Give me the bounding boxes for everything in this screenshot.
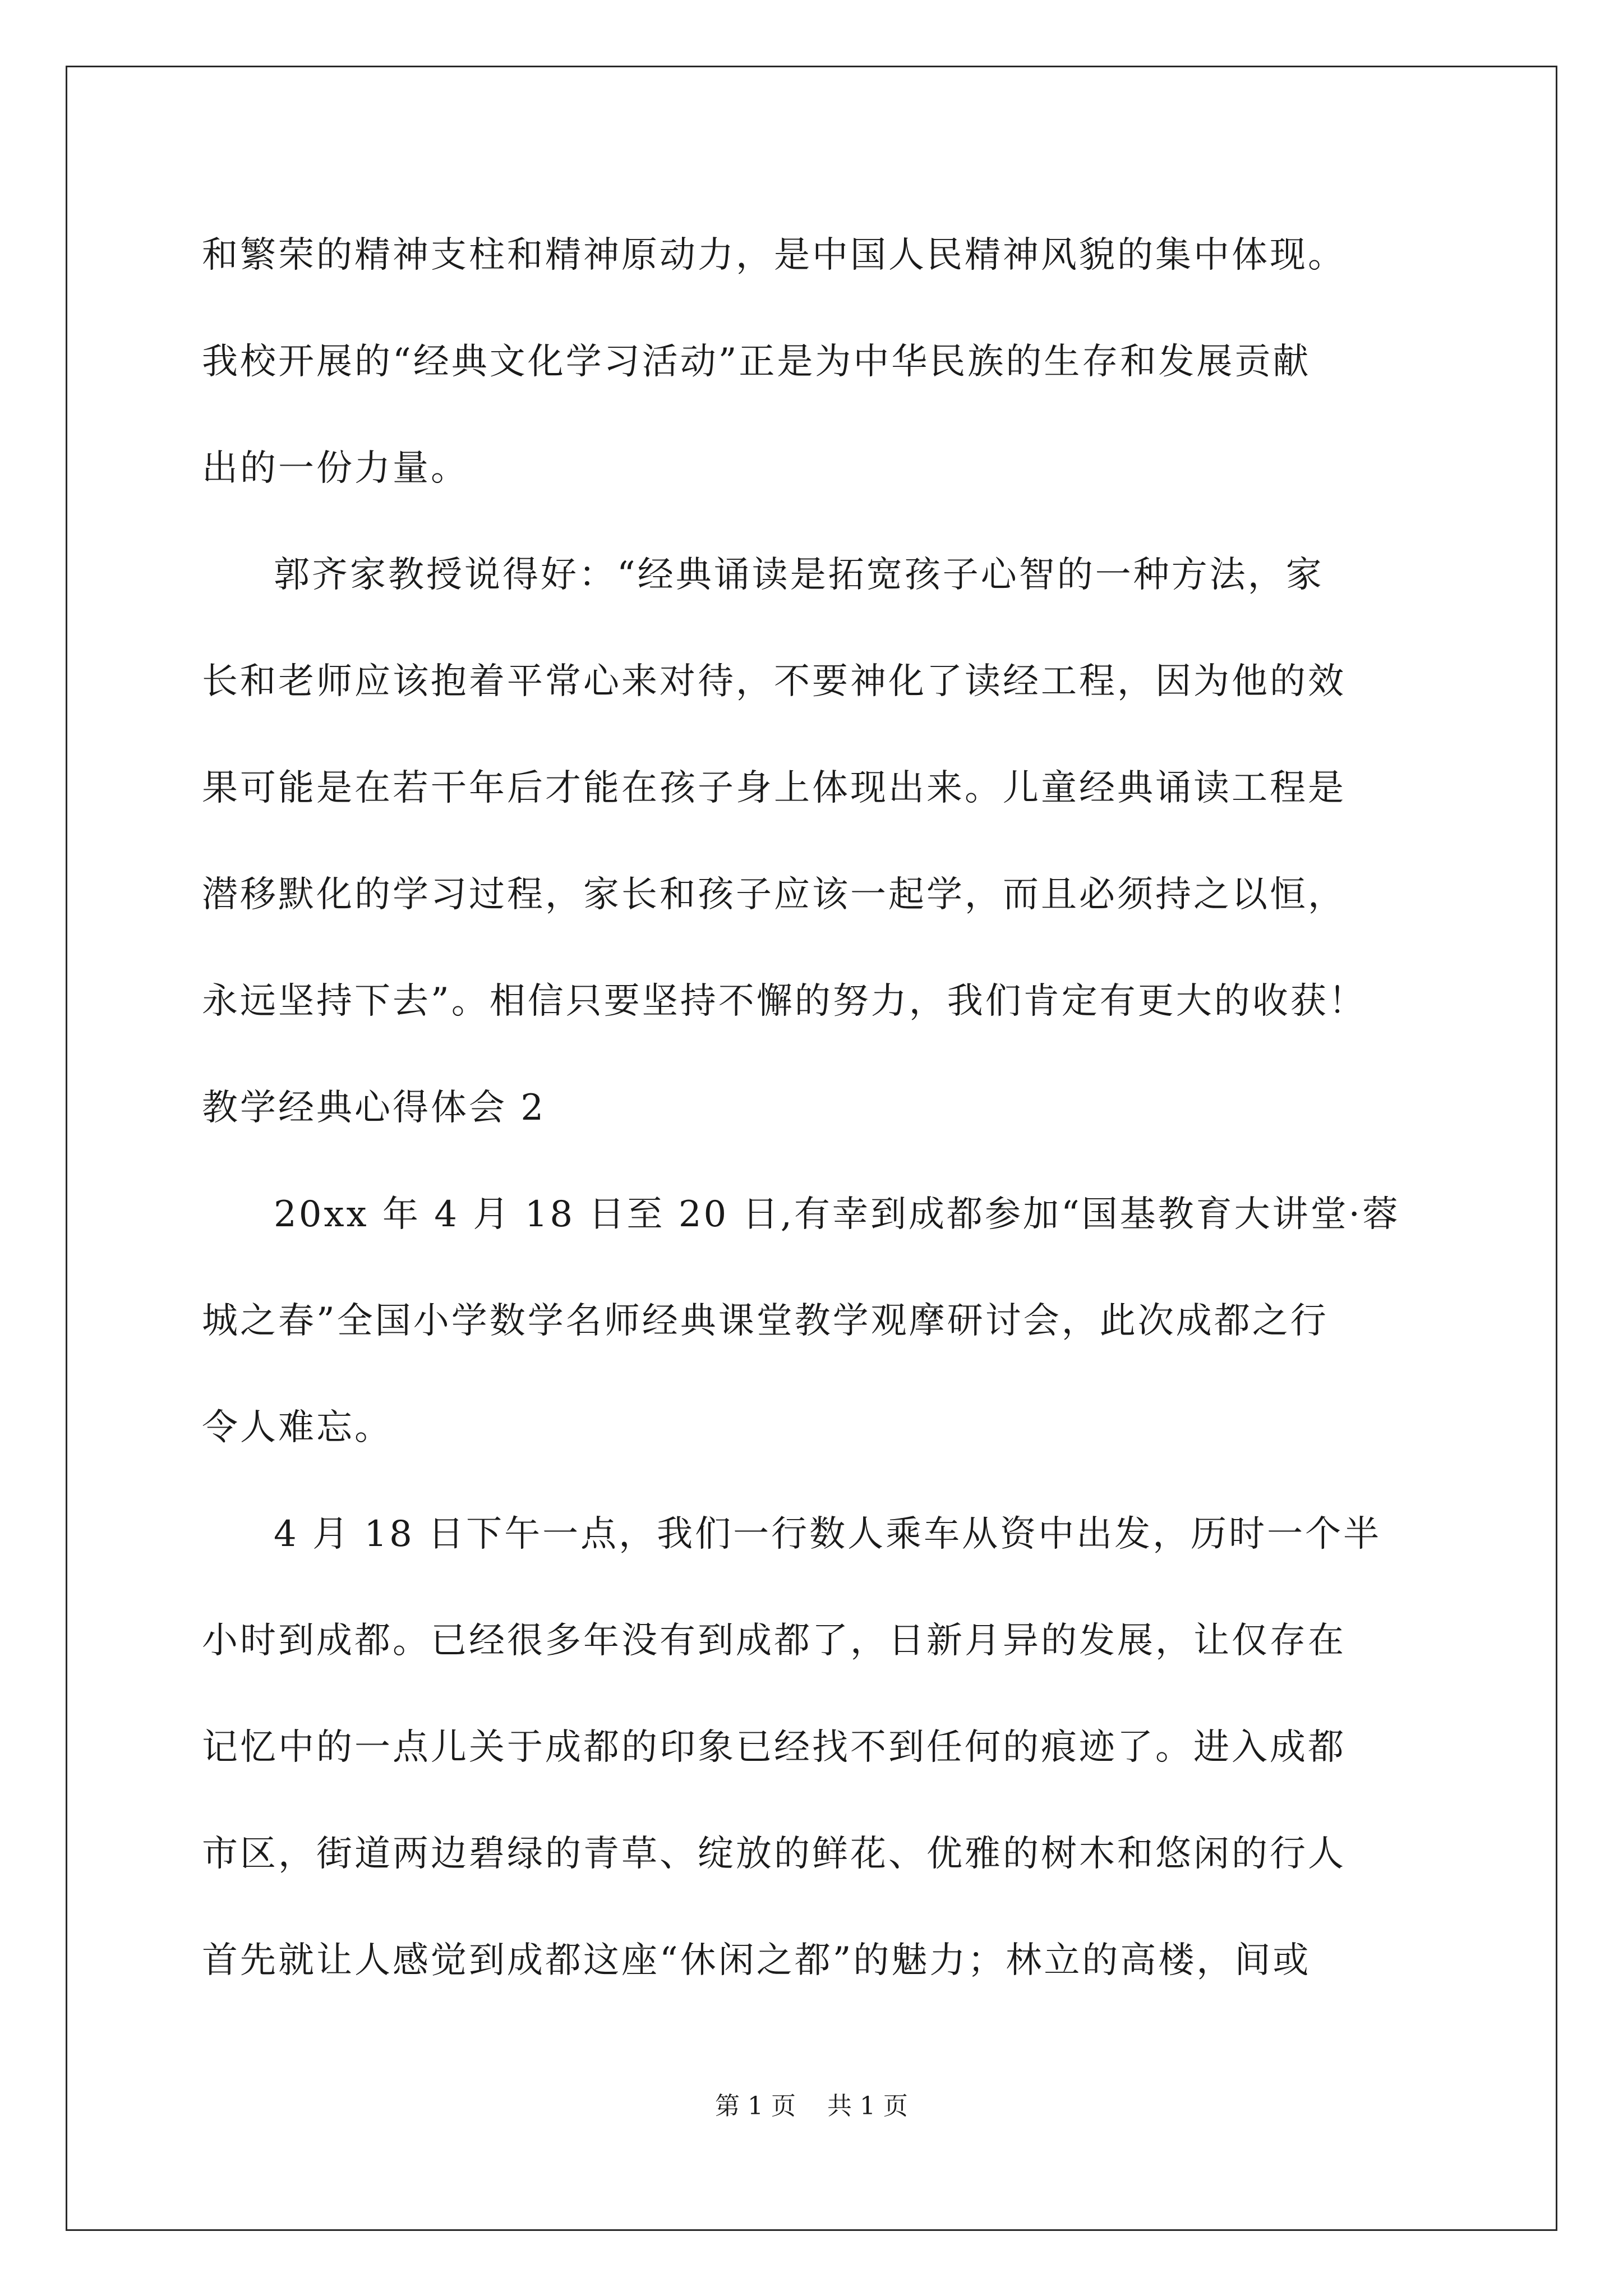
- paragraph-line: 市区，街道两边碧绿的青草、绽放的鲜花、优雅的树木和悠闲的行人: [202, 1833, 1346, 1875]
- paragraph-line: 永远坚持下去”。相信只要坚持不懈的努力，我们肯定有更大的收获！: [202, 981, 1367, 1022]
- paragraph-line: 城之春”全国小学数学名师经典课堂教学观摩研讨会，此次成都之行: [202, 1300, 1329, 1342]
- paragraph-line: 果可能是在若干年后才能在孩子身上体现出来。儿童经典诵读工程是: [202, 767, 1346, 809]
- paragraph-line: 记忆中的一点儿关于成都的印象已经找不到任何的痕迹了。进入成都: [202, 1727, 1346, 1768]
- paragraph-line: 长和老师应该抱着平常心来对待，不要神化了读经工程，因为他的效: [202, 661, 1346, 702]
- paragraph-first-line: 4 月 18 日下午一点，我们一行数人乘车从资中出发，历时一个半: [274, 1513, 1382, 1555]
- page-footer: 第 1 页 共 1 页: [715, 2092, 908, 2120]
- paragraph-line: 我校开展的“经典文化学习活动”正是为中华民族的生存和发展贡献: [202, 341, 1311, 383]
- paragraph-line: 潜移默化的学习过程，家长和孩子应该一起学，而且必须持之以恒，: [202, 874, 1346, 915]
- paragraph-first-line: 郭齐家教授说得好：“经典诵读是拓宽孩子心智的一种方法，家: [274, 554, 1324, 596]
- paragraph-line: 首先就让人感觉到成都这座“休闲之都”的魅力；林立的高楼，间或: [202, 1940, 1311, 1981]
- paragraph-first-line: 20xx 年 4 月 18 日至 20 日,有幸到成都参加“国基教育大讲堂·蓉: [274, 1194, 1401, 1235]
- paragraph-first-line: 教学经典心得体会 2: [202, 1087, 546, 1129]
- paragraph-first-line: 和繁荣的精神支柱和精神原动力，是中国人民精神风貌的集中体现。: [202, 234, 1346, 276]
- paragraph-line: 小时到成都。已经很多年没有到成都了，日新月异的发展，让仅存在: [202, 1620, 1346, 1662]
- paragraph-line: 令人难忘。: [202, 1407, 393, 1448]
- document-body: [202, 202, 1436, 2014]
- paragraph-line: 出的一份力量。: [202, 448, 469, 489]
